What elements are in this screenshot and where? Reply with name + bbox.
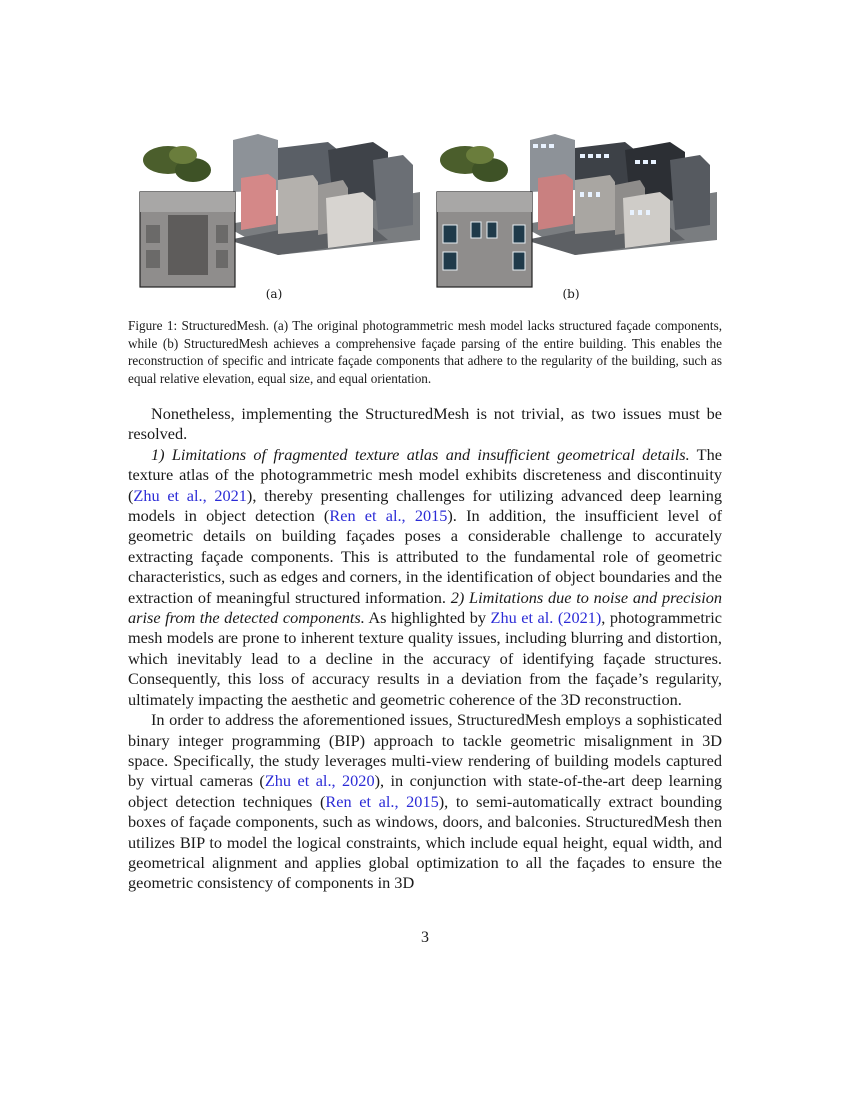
text-span: ). In addition, the insufficient level of geometric details on building façades poses a considerable challenge to accurately extracting façade components. This is attributed to the fundamental role of geometric characteristics, such as edges and corners, in the identification of object boundaries and the extraction of meaningful structured information.	[128, 506, 723, 607]
citation-link[interactable]: Zhu et al., 2020	[264, 771, 375, 791]
paragraph-2	[128, 445, 722, 710]
page-number: 3	[421, 929, 429, 946]
citation-link[interactable]: Ren et al., 2015	[325, 791, 439, 811]
limitation-1-heading: 1) Limitations of fragmented texture atlas and insufficient geometrical details.	[151, 444, 690, 464]
text-span: The texture atlas of the photogrammetric mesh model exhibits discreteness and discontinuity (	[128, 444, 722, 505]
text-span: In order to address the aforementioned issues, StructuredMesh employs a sophisticated binary integer programming (BIP) approach to tackle geometric misalignment in 3D space. Specifically, the study leverages multi-view rendering of building models captured by virtual cameras (	[128, 710, 722, 791]
text-span: ), thereby presenting challenges for utilizing advanced deep learning models in object detection (	[128, 485, 723, 526]
text-span: ), in conjunction with state-of-the-art deep learning object detection techniques (	[128, 771, 722, 811]
mesh-render-original-image	[128, 130, 420, 305]
figure-panel-a-label: (a)	[265, 287, 283, 301]
limitation-2-heading: 2) Limitations due to noise and precision arise from the detected components.	[128, 587, 722, 628]
figure-panel-b	[425, 130, 717, 305]
mesh-render-structured-image	[425, 130, 717, 305]
figure-panel-a	[128, 130, 420, 305]
figure-panel-b-label: (b)	[562, 287, 580, 301]
figure-1	[128, 130, 722, 305]
paragraph-3	[128, 710, 722, 894]
citation-link[interactable]: Zhu et al. (2021)	[490, 608, 602, 628]
text-span: ), to semi-automatically extract bounding boxes of façade components, such as windows, doors, and balconies. StructuredMesh then utilizes BIP to model the logical constraints, which include equal height, equal width, and geometrical alignment and applies global optimization to all the façades to ensure the geometric consistency of components in 3D	[128, 791, 722, 893]
text-span: As highlighted by	[364, 608, 491, 628]
citation-link[interactable]: Ren et al., 2015	[329, 506, 448, 526]
body-text	[128, 404, 722, 894]
citation-link[interactable]: Zhu et al., 2021	[133, 485, 247, 505]
paragraph-1: Nonetheless, implementing the StructuredMesh is not trivial, as two issues must be resolved.	[128, 404, 722, 444]
figure-caption: Figure 1: StructuredMesh. (a) The original photogrammetric mesh model lacks structured façade components, while (b) StructuredMesh achieves a comprehensive façade parsing of the entire building. This enables the reconstruction of specific and intricate façade components that adhere to the regularity of the building, such as equal relative elevation, equal size, and equal orientation.	[128, 318, 722, 386]
text-span: , photogrammetric mesh models are prone to inherent texture quality issues, including blurring and distortion, which inevitably lead to a decline in the accuracy of identifying façade structures. Consequently, this loss of accuracy results in a deviation from the façade’s regularity, ultimately impacting the aesthetic and geometric coherence of the 3D reconstruction.	[128, 608, 723, 709]
